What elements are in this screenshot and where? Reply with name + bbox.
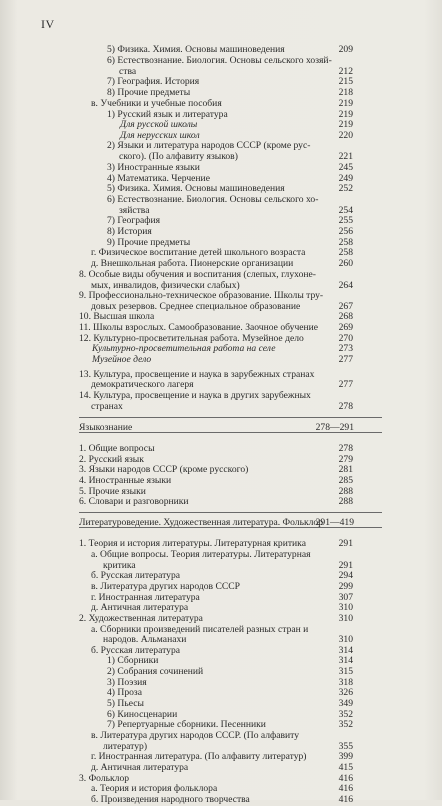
toc-entry-page: 270	[338, 333, 353, 344]
toc-entry-page: 310	[338, 602, 353, 613]
toc-entry-page: 278	[338, 401, 353, 412]
toc-entry-title: 14. Культура, просвещение и наука в других зарубежных	[79, 390, 311, 401]
toc-entry-title: литератур)	[103, 741, 148, 752]
toc-entry-title: 1. Общие вопросы	[79, 443, 155, 454]
toc-entry	[0, 635, 442, 646]
toc-entry-title: а. Теория и история фольклора	[91, 783, 218, 794]
toc-entry-page: 220	[338, 130, 353, 141]
toc-entry-title: народов. Альманахи	[103, 634, 187, 645]
toc-entry-title: 5) Физика. Химия. Основы машиноведения	[107, 44, 285, 55]
toc-entry-title: 2. Русский язык	[79, 454, 144, 465]
toc-entry-page: 256	[338, 226, 353, 237]
toc-entry-title: 3. Фольклор	[79, 773, 130, 784]
toc-entry-page: 260	[338, 258, 353, 269]
toc-entry-page: 294	[338, 570, 353, 581]
toc-entry-title: Литературоведение. Художественная литература. Фольклор	[79, 517, 324, 528]
toc-entry	[0, 550, 442, 561]
toc-entry-page: 278—291	[315, 422, 354, 433]
toc-entry-page: 279	[338, 454, 353, 465]
toc-entry-title: 12. Культурно-просветительная работа. Музейное дело	[79, 333, 304, 344]
toc-entry-title: 8. Особые виды обучения и воспитания (слепых, глухоне-	[79, 269, 316, 280]
toc-entry-title: довых резервов. Среднее специальное образование	[91, 301, 301, 312]
toc-entry-title: 9) Прочие предметы	[107, 237, 191, 248]
toc-entry	[0, 656, 442, 667]
toc-entry-page: 269	[338, 322, 353, 333]
toc-entry-title: 13. Культура, просвещение и наука в зарубежных странах	[79, 369, 315, 380]
toc-entry-title: Для нерусских школ	[120, 130, 200, 141]
toc-entry-page: 416	[338, 773, 353, 784]
toc-entry-title: Для русской школы	[120, 119, 198, 130]
toc-entry-page: 349	[338, 698, 353, 709]
toc-entry-title: а. Общие вопросы. Теория литературы. Литературная	[91, 549, 311, 560]
toc-entry-title: д. Античная литература	[91, 602, 189, 613]
toc-entry-title: 5. Прочие языки	[79, 486, 146, 497]
toc-entry-page: 219	[338, 119, 353, 130]
toc-entry-page: 258	[338, 247, 353, 258]
section-rule	[79, 417, 382, 418]
toc-entry-title: демократического лагеря	[91, 379, 194, 390]
toc-entry-page: 310	[338, 634, 353, 645]
toc-entry	[0, 163, 442, 174]
toc-entry-page: 288	[338, 496, 353, 507]
toc-entry	[0, 402, 442, 413]
toc-entry-page: 416	[338, 794, 353, 805]
toc-entry	[0, 699, 442, 710]
toc-entry-page: 254	[338, 205, 353, 216]
toc-entry-title: Музейное дело	[92, 354, 152, 365]
toc-entry-title: критика	[103, 560, 136, 571]
toc-entry-page: 215	[338, 76, 353, 87]
toc-entry-title: 2) Языки и литература народов СССР (кроме рус-	[107, 140, 311, 151]
toc-entry	[0, 476, 442, 487]
toc-entry	[0, 731, 442, 742]
toc-entry-page: 310	[338, 613, 353, 624]
toc-entry-page: 416	[338, 783, 353, 794]
toc-entry-page: 291	[338, 560, 353, 571]
toc-entry-title: 4) Проза	[107, 687, 142, 698]
toc-entry-page: 291—419	[315, 517, 354, 528]
toc-entry-page: 255	[338, 215, 353, 226]
toc-entry-title: б. Русская литература	[91, 570, 181, 581]
toc-entry-title: Языкознание	[79, 422, 133, 433]
toc-entry-title: в. Учебники и учебные пособия	[91, 98, 222, 109]
toc-entry-page: 314	[338, 645, 353, 656]
toc-entry	[0, 667, 442, 678]
toc-entry-page: 281	[338, 464, 353, 475]
section-rule	[79, 512, 382, 513]
toc-entry-title: г. Иностранная литература	[91, 592, 200, 603]
toc-entry	[0, 497, 442, 508]
toc-entry-title: 1) Сборники	[107, 655, 159, 666]
toc-entry-title: странах	[91, 401, 123, 412]
toc-entry-page: 315	[338, 666, 353, 677]
toc-entry	[0, 120, 442, 131]
toc-entry-title: б. Русская литература	[91, 645, 181, 656]
toc-entry-title: 7) География. История	[107, 76, 200, 87]
toc-entry-title: 4. Иностранные языки	[79, 475, 172, 486]
toc-entry-page: 291	[338, 538, 353, 549]
toc-entry	[0, 603, 442, 614]
toc-entry-title: 3) Иностранные языки	[107, 162, 200, 173]
toc-entry-page: 355	[338, 741, 353, 752]
toc-entry	[0, 195, 442, 206]
toc-entry-title: 3) Поэзия	[107, 677, 147, 688]
toc-entry	[0, 152, 442, 163]
toc-entry	[0, 355, 442, 366]
toc-entry-page: 288	[338, 486, 353, 497]
toc-entry-title: 6) Естествознание. Биология. Основы сельского хозяй-	[107, 55, 332, 66]
toc-entry	[0, 391, 442, 402]
toc-entry-title: зяйства	[119, 205, 150, 216]
toc-entry-title: а. Сборники произведений писателей разных стран и	[91, 624, 309, 635]
toc-entry-page: 326	[338, 687, 353, 698]
toc-entry-page: 273	[338, 343, 353, 354]
toc-entry-page: 221	[338, 151, 353, 162]
toc-entry	[0, 444, 442, 455]
toc-entry	[0, 795, 442, 806]
toc-entry-title: 6) Киносценарии	[107, 709, 178, 720]
toc-entry	[0, 227, 442, 238]
toc-entry-title: 7) Репертуарные сборники. Песенники	[107, 719, 266, 730]
toc-entry-title: д. Внешкольная работа. Пионерские организации	[91, 258, 294, 269]
toc-entry-page: 218	[338, 87, 353, 98]
toc-entry-title: 2) Собрания сочинений	[107, 666, 204, 677]
toc-entry-page: 245	[338, 162, 353, 173]
toc-entry-page: 219	[338, 109, 353, 120]
toc-entry-title: в. Литература других народов СССР. (По алфавиту	[91, 730, 300, 741]
toc-entry-title: 6) Естествознание. Биология. Основы сельского хо-	[107, 194, 319, 205]
toc-entry-page: 219	[338, 98, 353, 109]
toc-entry-title: мых, инвалидов, физически слабых)	[91, 280, 240, 291]
toc-entry	[0, 423, 442, 434]
toc-entry-title: Культурно-просветительная работа на селе	[92, 343, 276, 354]
toc-entry	[0, 518, 442, 529]
toc-entry-title: 3. Языки народов СССР (кроме русского)	[79, 464, 249, 475]
toc-entry	[0, 688, 442, 699]
toc-entry-title: 10. Высшая школа	[79, 311, 155, 322]
toc-entry-page: 278	[338, 443, 353, 454]
page-number: IV	[41, 17, 55, 31]
toc-entry-title: 5) Пьесы	[107, 698, 144, 709]
toc-entry-page: 307	[338, 592, 353, 603]
toc-entry-page: 268	[338, 311, 353, 322]
toc-entry-title: ского). (По алфавиту языков)	[119, 151, 238, 162]
toc-entry-title: в. Литература других народов СССР	[91, 581, 241, 592]
toc-entry-title: б. Произведения народного творчества	[91, 794, 250, 805]
toc-entry-page: 352	[338, 709, 353, 720]
toc-entry-page: 249	[338, 173, 353, 184]
toc-entry-page: 299	[338, 581, 353, 592]
toc-entry-title: 9. Профессионально-техническое образование. Школы тру-	[79, 290, 324, 301]
toc-entry	[0, 752, 442, 763]
toc-entry	[0, 56, 442, 67]
toc-entry-title: 4) Математика. Черчение	[107, 173, 210, 184]
toc-entry-title: г. Иностранная литература. (По алфавиту литератур)	[91, 751, 307, 762]
toc-entry-page: 415	[338, 762, 353, 773]
toc-entry-title: 2. Художественная литература	[79, 613, 203, 624]
toc-entry-page: 314	[338, 655, 353, 666]
toc-entry-page: 285	[338, 475, 353, 486]
toc-entry-title: 7) География	[107, 215, 161, 226]
toc-entry-page: 352	[338, 719, 353, 730]
toc-entry	[0, 344, 442, 355]
toc-entry-title: 8) История	[107, 226, 152, 237]
toc-entry-page: 277	[338, 354, 353, 365]
toc-entry-page: 399	[338, 751, 353, 762]
toc-entry-title: 1. Теория и история литературы. Литературная критика	[79, 538, 306, 549]
toc-entry	[0, 77, 442, 88]
toc-entry-title: 1) Русский язык и литература	[107, 109, 228, 120]
toc-entry-page: 318	[338, 677, 353, 688]
toc-entry-page: 258	[338, 237, 353, 248]
toc-entry-page: 209	[338, 44, 353, 55]
toc-entry	[0, 763, 442, 774]
toc-entry-page: 252	[338, 183, 353, 194]
toc-entry-page: 277	[338, 379, 353, 390]
toc-entry	[0, 465, 442, 476]
toc-entry-title: 8) Прочие предметы	[107, 87, 191, 98]
toc-entry-title: г. Физическое воспитание детей школьного возраста	[91, 247, 306, 258]
toc-entry-page: 267	[338, 301, 353, 312]
toc-entry-page: 212	[338, 66, 353, 77]
toc-entry-title: д. Античная литература	[91, 762, 189, 773]
toc-entry-title: ства	[119, 66, 137, 77]
toc-entry-title: 6. Словари и разговорники	[79, 496, 189, 507]
toc-entry-page: 264	[338, 280, 353, 291]
toc-entry-title: 11. Школы взрослых. Самообразование. Заочное обучение	[79, 322, 319, 333]
toc-entry	[0, 582, 442, 593]
toc-entry-title: 5) Физика. Химия. Основы машиноведения	[107, 183, 285, 194]
toc-entry	[0, 216, 442, 227]
